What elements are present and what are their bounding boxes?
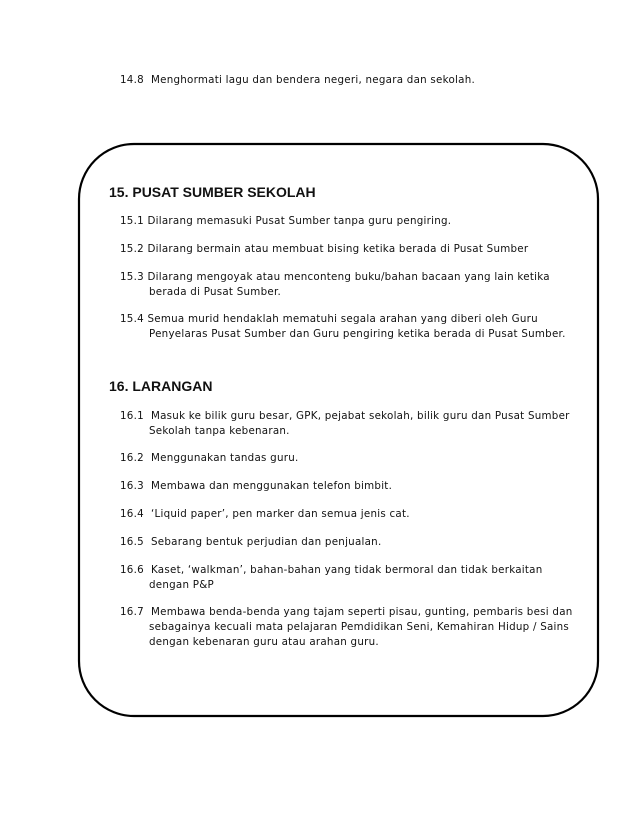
item-number: 16.3: [120, 480, 144, 492]
item-text: Dilarang bermain atau membuat bising ketika berada di Pusat Sumber: [147, 243, 529, 255]
item-number: 14.8: [120, 74, 144, 86]
item-number: 15.1: [120, 215, 144, 227]
item-text-continued: dengan P&P: [149, 579, 214, 591]
item-15-3: [120, 270, 580, 300]
item-number: 16.1: [120, 410, 144, 422]
item-text-continued: Penyelaras Pusat Sumber dan Guru pengiring ketika berada di Pusat Sumber.: [149, 328, 566, 340]
section-16-heading: 16. LARANGAN: [109, 378, 213, 394]
item-number: 16.6: [120, 564, 144, 576]
item-number: 16.2: [120, 452, 144, 464]
item-number: 16.7: [120, 606, 144, 618]
item-text: Dilarang memasuki Pusat Sumber tanpa guru pengiring.: [147, 215, 452, 227]
item-number: 16.5: [120, 536, 144, 548]
item-15-4: [120, 312, 580, 342]
item-text: Sebarang bentuk perjudian dan penjualan.: [150, 536, 382, 548]
item-number: 15.2: [120, 243, 144, 255]
item-number: 15.3: [120, 271, 144, 283]
item-text: Kaset, ‘walkman’, bahan-bahan yang tidak bermoral dan tidak berkaitan: [150, 564, 543, 576]
item-number: 16.4: [120, 508, 144, 520]
item-text: Dilarang mengoyak atau menconteng buku/bahan bacaan yang lain ketika: [147, 271, 550, 283]
item-number: 15.4: [120, 313, 144, 325]
item-16-5: [120, 535, 580, 550]
item-16-3: [120, 479, 580, 494]
item-16-1: [120, 409, 580, 439]
item-text: Menghormati lagu dan bendera negeri, negara dan sekolah.: [150, 74, 475, 86]
item-15-1: [120, 214, 580, 229]
item-16-4: [120, 507, 580, 522]
item-text-continued: dengan kebenaran guru atau arahan guru.: [149, 636, 379, 648]
section-15-heading: 15. PUSAT SUMBER SEKOLAH: [109, 184, 316, 200]
item-16-7: [120, 605, 580, 650]
item-text: Membawa dan menggunakan telefon bimbit.: [150, 480, 393, 492]
item-text-continued: sebagainya kecuali mata pelajaran Pemdidikan Seni, Kemahiran Hidup / Sains: [149, 621, 570, 633]
item-text: Semua murid hendaklah mematuhi segala arahan yang diberi oleh Guru: [147, 313, 538, 325]
item-text: Masuk ke bilik guru besar, GPK, pejabat sekolah, bilik guru dan Pusat Sumber: [150, 410, 570, 422]
item-text: Membawa benda-benda yang tajam seperti pisau, gunting, pembaris besi dan: [150, 606, 573, 618]
item-16-2: [120, 451, 580, 466]
item-text: ‘Liquid paper’, pen marker dan semua jenis cat.: [150, 508, 410, 520]
item-16-6: [120, 563, 580, 593]
item-15-2: [120, 242, 580, 257]
item-text: Menggunakan tandas guru.: [150, 452, 299, 464]
item-text-continued: Sekolah tanpa kebenaran.: [149, 425, 290, 437]
item-text-continued: berada di Pusat Sumber.: [149, 286, 282, 298]
item-14-8: [120, 73, 580, 88]
